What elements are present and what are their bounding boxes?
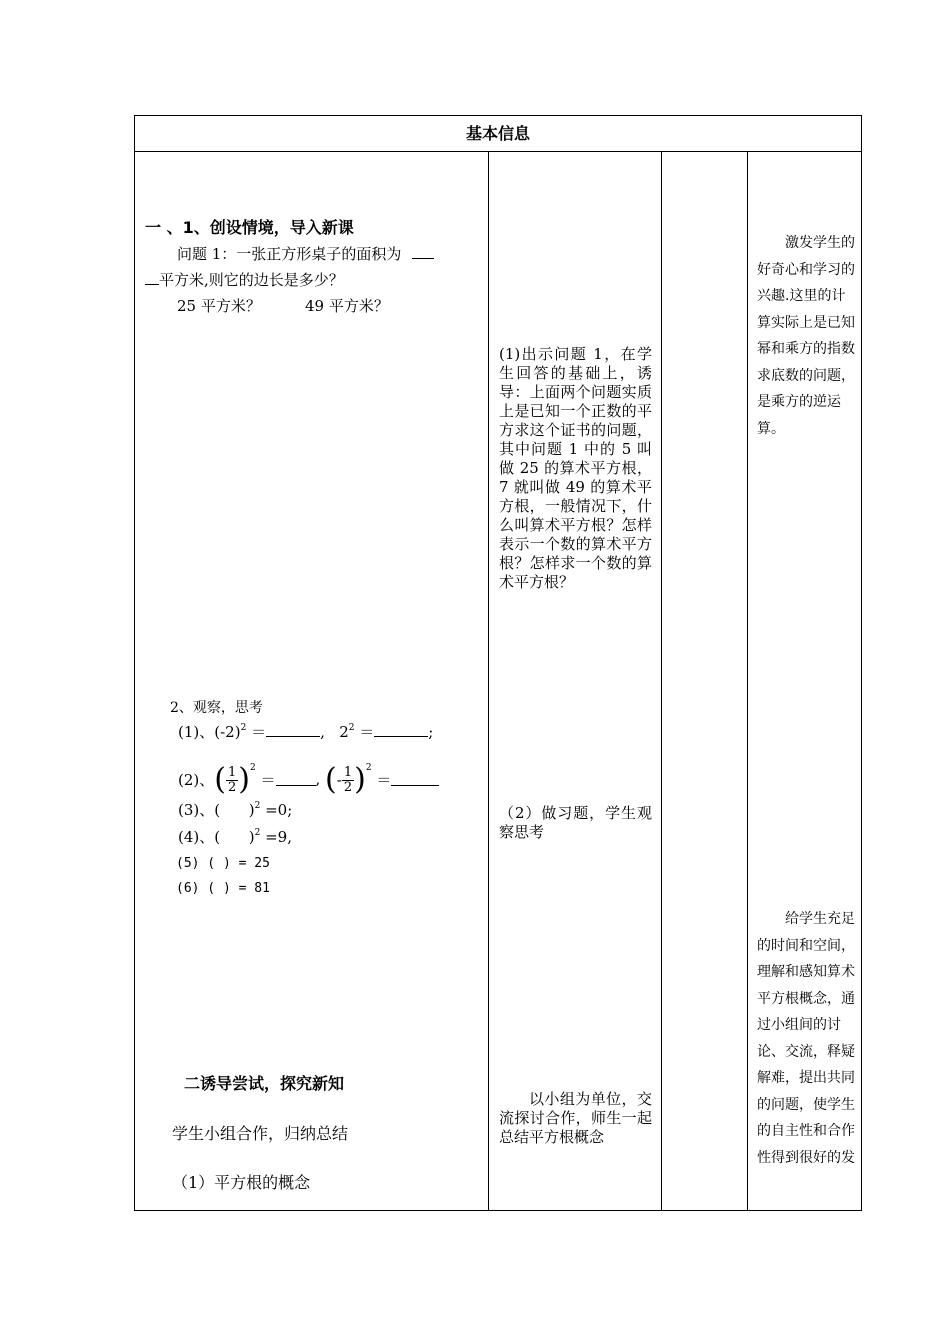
eq3-label: (3)、: [178, 801, 215, 819]
fraction-denominator: 2: [227, 779, 237, 795]
eq1-exponent: 2: [240, 723, 247, 733]
eq4-label: (4)、: [178, 828, 215, 846]
eq2-blank-2: [391, 775, 439, 786]
eq2-fraction: [226, 766, 238, 795]
answer-blank-cont: [145, 274, 159, 285]
eq4-paren-close: ): [248, 828, 255, 846]
eq2-negative-sign: -: [336, 771, 342, 789]
eq2-exponent: 2: [249, 763, 256, 773]
design-intent-2: 给学生充足的时间和空间，理解和感知算术平方根概念，通过小组间的讨论、交流，释疑解难，提出共同的问题，使学生的自主性和合作性得到很好的发: [757, 911, 855, 1166]
fraction-numerator: 1: [227, 764, 237, 780]
eq2-paren-close: ): [238, 762, 250, 797]
eq1-exponent2: 2: [348, 723, 355, 733]
eq2-paren-close-2: ): [354, 762, 366, 797]
section1-title: 一 、1、创设情境，导入新课: [145, 218, 354, 237]
eq1-blank: [266, 726, 320, 737]
eq4-rhs: =9,: [265, 828, 292, 846]
problem1-text-b: 平方米,则它的边长是多少？: [159, 271, 344, 289]
header-divider: [134, 151, 862, 152]
concept-text: （1）平方根的概念: [172, 1173, 311, 1192]
eq2-equals-2: ＝: [376, 771, 392, 789]
fraction-denominator-2: 2: [343, 779, 353, 795]
eq4-paren-open: (: [214, 828, 221, 846]
area-value-25: 25 平方米？: [177, 297, 261, 315]
equation-1: (1)、$(-2)^2$ ＝ , $2^2$ ＝ ;: [178, 723, 434, 741]
eq4-exponent: 2: [254, 828, 261, 838]
eq2-label: (2)、: [178, 771, 215, 789]
teaching-activity-1: (1)出示问题 1，在学生回答的基础上，诱导：上面两个问题实质上是已知一个正数的平方求这个证书的问题，其中问题 1 中的 5 叫做 25 的算术平方根， 7 就叫做 49 的算术平方根，一般情况下，什么叫算术平方根？怎样表示一个数的算术平方根？怎样求一个数的算术平方根？: [499, 345, 652, 591]
eq2-exponent-2: 2: [365, 763, 372, 773]
teaching-activity-2: （2）做习题，学生观察思考: [499, 804, 652, 841]
eq1-label: (1)、: [178, 723, 215, 741]
table-header-title: 基本信息: [465, 124, 530, 143]
answer-blank: [412, 248, 434, 259]
eq1-equals: ＝: [251, 723, 267, 741]
problem1-line1: [177, 244, 434, 264]
design-intent-1: 激发学生的好奇心和学习的兴趣.这里的计算实际上是已知幂和乘方的指数求底数的问题，是乘方的逆运算。: [757, 235, 855, 437]
area-value-49: 49 平方米？: [305, 297, 389, 315]
eq2-fraction-2: [342, 766, 354, 795]
problem1-line2: [145, 270, 344, 290]
eq3-paren-close: ): [248, 801, 255, 819]
eq2-equals: ＝: [260, 771, 276, 789]
eq3-rhs: =0;: [265, 801, 293, 819]
eq1-blank2: [374, 726, 428, 737]
eq2-paren-open-2: (: [325, 762, 337, 797]
eq3-paren-open: (: [214, 801, 221, 819]
eq1-base2: 2: [339, 723, 349, 741]
fraction-numerator-2: 1: [343, 764, 353, 780]
equation-6: (6) ( ) = 81: [176, 881, 270, 896]
eq3-exponent: 2: [254, 801, 261, 811]
problem1-text-a: 问题 1：一张正方形桌子的面积为: [177, 245, 402, 263]
observe-title: 2、观察，思考: [170, 700, 263, 716]
column-divider-2: [661, 151, 662, 1211]
eq2-paren-open: (: [214, 762, 226, 797]
column-divider-3: [747, 151, 748, 1211]
eq1-base: (-2): [214, 723, 241, 741]
teaching-activity-3: 以小组为单位，交流探讨合作，师生一起总结平方根概念: [499, 1090, 652, 1146]
eq1-equals2: ＝: [359, 723, 375, 741]
section2-title: 二诱导尝试，探究新知: [184, 1074, 345, 1093]
column-divider-1: [488, 151, 489, 1211]
equation-3: [178, 796, 292, 820]
equation-5: (5) ( ) = 25: [176, 856, 270, 871]
eq2-blank: [276, 775, 316, 786]
group-work-text: 学生小组合作，归纳总结: [172, 1124, 349, 1143]
equation-2: (2)、( $\frac{1}{2}$ )$^2$ ＝ , (- $\frac{1}{2}$ )$^2$ ＝: [178, 748, 439, 800]
equation-4: [178, 823, 292, 847]
